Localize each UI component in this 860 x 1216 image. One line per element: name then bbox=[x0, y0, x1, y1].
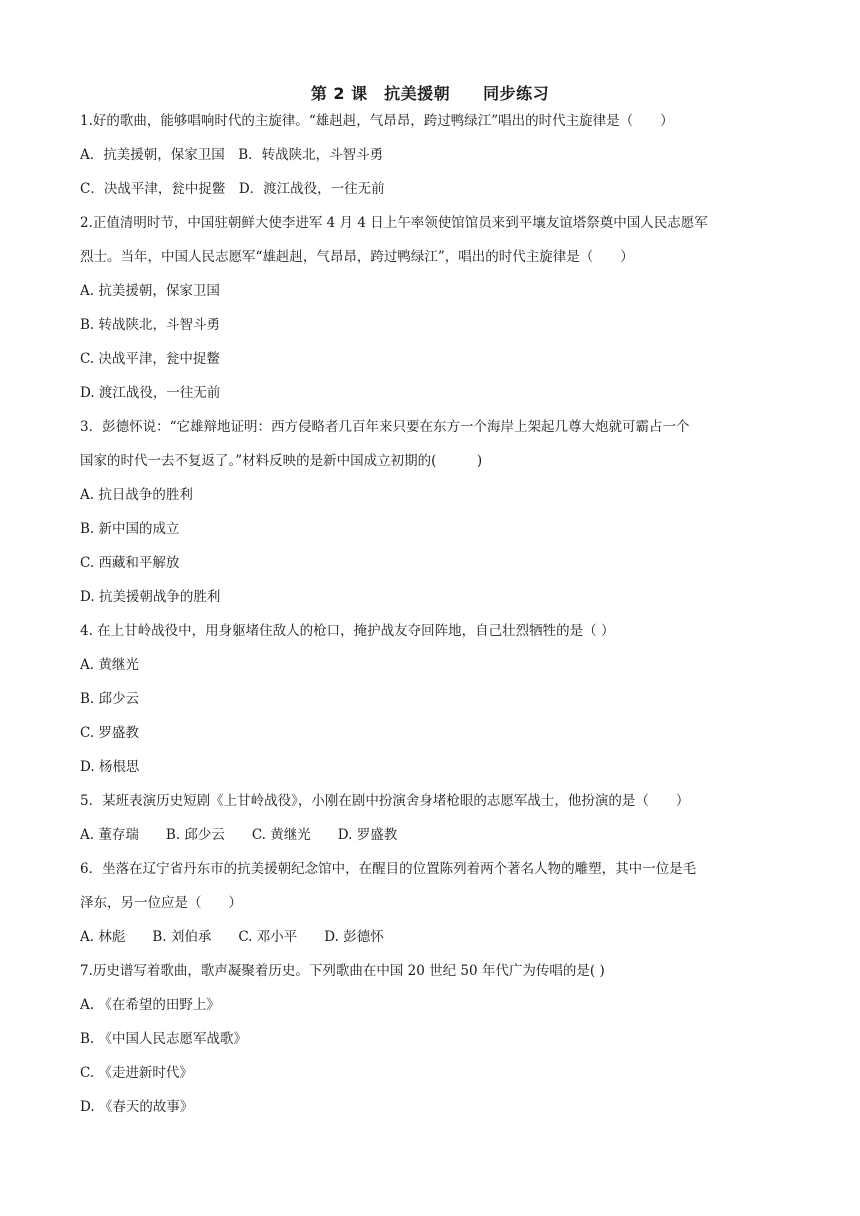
question-6-stem-line-1: 6．坐落在辽宁省丹东市的抗美援朝纪念馆中，在醒目的位置陈列着两个著名人物的雕塑，其中一位是毛 bbox=[80, 861, 697, 877]
question-3-option-b: B. 新中国的成立 bbox=[80, 521, 180, 537]
question-7-option-a: A. 《在希望的田野上》 bbox=[80, 997, 220, 1013]
question-4-stem: 4. 在上甘岭战役中，用身躯堵住敌人的枪口，掩护战友夺回阵地，自己壮烈牺牲的是（ ） bbox=[80, 623, 615, 639]
question-2-option-a: A. 抗美援朝，保家卫国 bbox=[80, 283, 220, 299]
question-3-option-c: C. 西藏和平解放 bbox=[80, 555, 180, 571]
question-2-option-c: C. 决战平津，瓮中捉鳖 bbox=[80, 351, 220, 367]
question-4-option-c: C. 罗盛教 bbox=[80, 725, 139, 741]
question-7-option-d: D. 《春天的故事》 bbox=[80, 1099, 194, 1115]
question-2-stem-line-1: 2.正值清明时节，中国驻朝鲜大使李进军 4 月 4 日上午率领使馆馆员来到平壤友谊塔祭奠中国人民志愿军 bbox=[80, 215, 708, 231]
question-1-stem: 1.好的歌曲，能够唱响时代的主旋律。“雄赳赳，气昂昂，跨过鸭绿江”唱出的时代主旋律是（ ） bbox=[80, 113, 674, 129]
question-4-option-d: D. 杨根思 bbox=[80, 759, 140, 775]
question-3-stem-line-1: 3．彭德怀说：“它雄辩地证明：西方侵略者几百年来只要在东方一个海岸上架起几尊大炮就可霸占一个 bbox=[80, 419, 690, 435]
question-4-option-a: A. 黄继光 bbox=[80, 657, 139, 673]
question-6-stem-line-2: 泽东，另一位应是（ ） bbox=[80, 895, 242, 911]
question-2-option-b: B. 转战陕北，斗智斗勇 bbox=[80, 317, 221, 333]
question-2-stem-line-2: 烈士。当年，中国人民志愿军“雄赳赳，气昂昂，跨过鸭绿江”，唱出的时代主旋律是（ ） bbox=[80, 249, 634, 265]
question-5-options: A. 董存瑞 B. 邱少云 C. 黄继光 D. 罗盛教 bbox=[80, 827, 398, 843]
page-title: 第 2 课 抗美援朝 同步练习 bbox=[310, 84, 550, 103]
question-4-option-b: B. 邱少云 bbox=[80, 691, 140, 707]
question-3-option-a: A. 抗日战争的胜利 bbox=[80, 487, 193, 503]
question-7-stem: 7.历史谱写着歌曲，歌声凝聚着历史。下列歌曲在中国 20 世纪 50 年代广为传唱的是( ) bbox=[80, 963, 605, 979]
question-3-option-d: D. 抗美援朝战争的胜利 bbox=[80, 589, 221, 605]
question-7-option-b: B. 《中国人民志愿军战歌》 bbox=[80, 1031, 248, 1047]
question-1-options-line-2: C．决战平津，瓮中捉鳖 D．渡江战役，一往无前 bbox=[80, 181, 385, 197]
question-6-options: A. 林彪 B. 刘伯承 C. 邓小平 D. 彭德怀 bbox=[80, 929, 384, 945]
question-3-stem-line-2: 国家的时代一去不复返了。”材料反映的是新中国成立初期的( ) bbox=[80, 453, 483, 469]
question-2-option-d: D. 渡江战役，一往无前 bbox=[80, 385, 221, 401]
question-5-stem: 5．某班表演历史短剧《上甘岭战役》，小刚在剧中扮演舍身堵枪眼的志愿军战士，他扮演的是（ ） bbox=[80, 793, 690, 809]
question-7-option-c: C. 《走进新时代》 bbox=[80, 1065, 193, 1081]
question-1-options-line-1: A．抗美援朝，保家卫国 B．转战陕北，斗智斗勇 bbox=[80, 147, 384, 163]
